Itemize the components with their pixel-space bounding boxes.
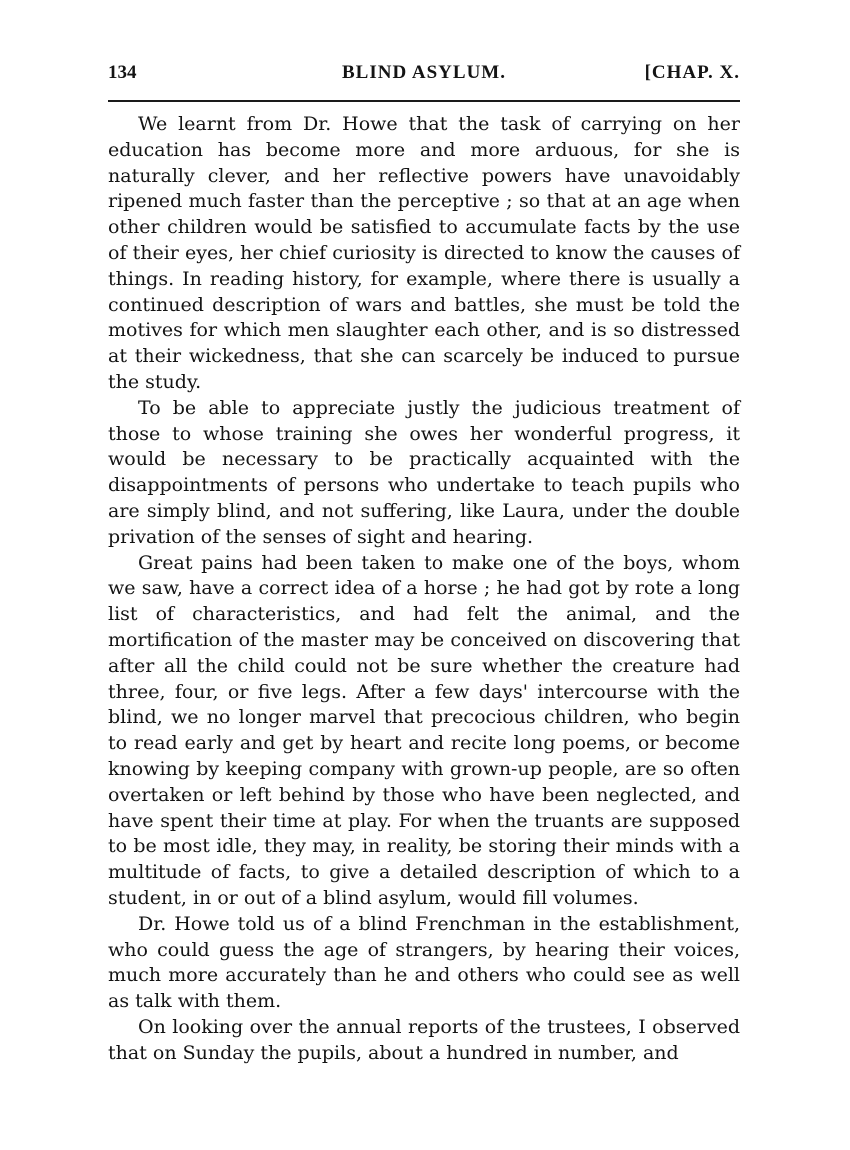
paragraph: To be able to appreciate justly the judicious treatment of those to whose training she owes her wonderful progress, it would be necessary to be practically acquainted with the disappointments of persons who undertake to teach pupils who are simply blind, and not suffering, like Laura, under the double privation of the senses of sight and hearing. [108,396,740,548]
paragraph: On looking over the annual reports of the trustees, I observed that on Sunday the pupils, about a hundred in number, and [108,1015,740,1064]
running-title: BLIND ASYLUM. [342,62,506,83]
running-header [108,62,740,90]
body-text [108,112,740,1066]
header-rule [108,100,740,102]
book-page [108,62,740,1066]
chapter-reference: [CHAP. X. [644,62,740,83]
paragraph: Dr. Howe told us of a blind Frenchman in the establishment, who could guess the age of strangers, by hearing their voices, much more accurately than he and others who could see as well as talk with them. [108,912,740,1013]
paragraph: We learnt from Dr. Howe that the task of carrying on her education has become more and more arduous, for she is naturally clever, and her reflective powers have unavoidably ripened much faster than the perceptive ; so that at an age when other children would be satisfied to accumulate facts by the use of their eyes, her chief curiosity is directed to know the causes of things. In reading history, for example, where there is usually a continued description of wars and battles, she must be told the motives for which men slaughter each other, and is so distressed at their wickedness, that she can scarcely be induced to pursue the study. [108,113,740,393]
page-number: 134 [108,62,137,83]
paragraph: Great pains had been taken to make one of the boys, whom we saw, have a correct idea of a horse ; he had got by rote a long list of characteristics, and had felt the animal, and the mortification of the master may be conceived on discovering that after all the child could not be sure whether the creature had three, four, or five legs. After a few days' intercourse with the blind, we no longer marvel that precocious children, who begin to read early and get by heart and recite long poems, or become knowing by keeping company with grown-up people, are so often overtaken or left behind by those who have been neglected, and have spent their time at play. For when the truants are supposed to be most idle, they may, in reality, be storing their minds with a multitude of facts, to give a detailed description of which to a student, in or out of a blind asylum, would fill volumes. [108,551,740,909]
